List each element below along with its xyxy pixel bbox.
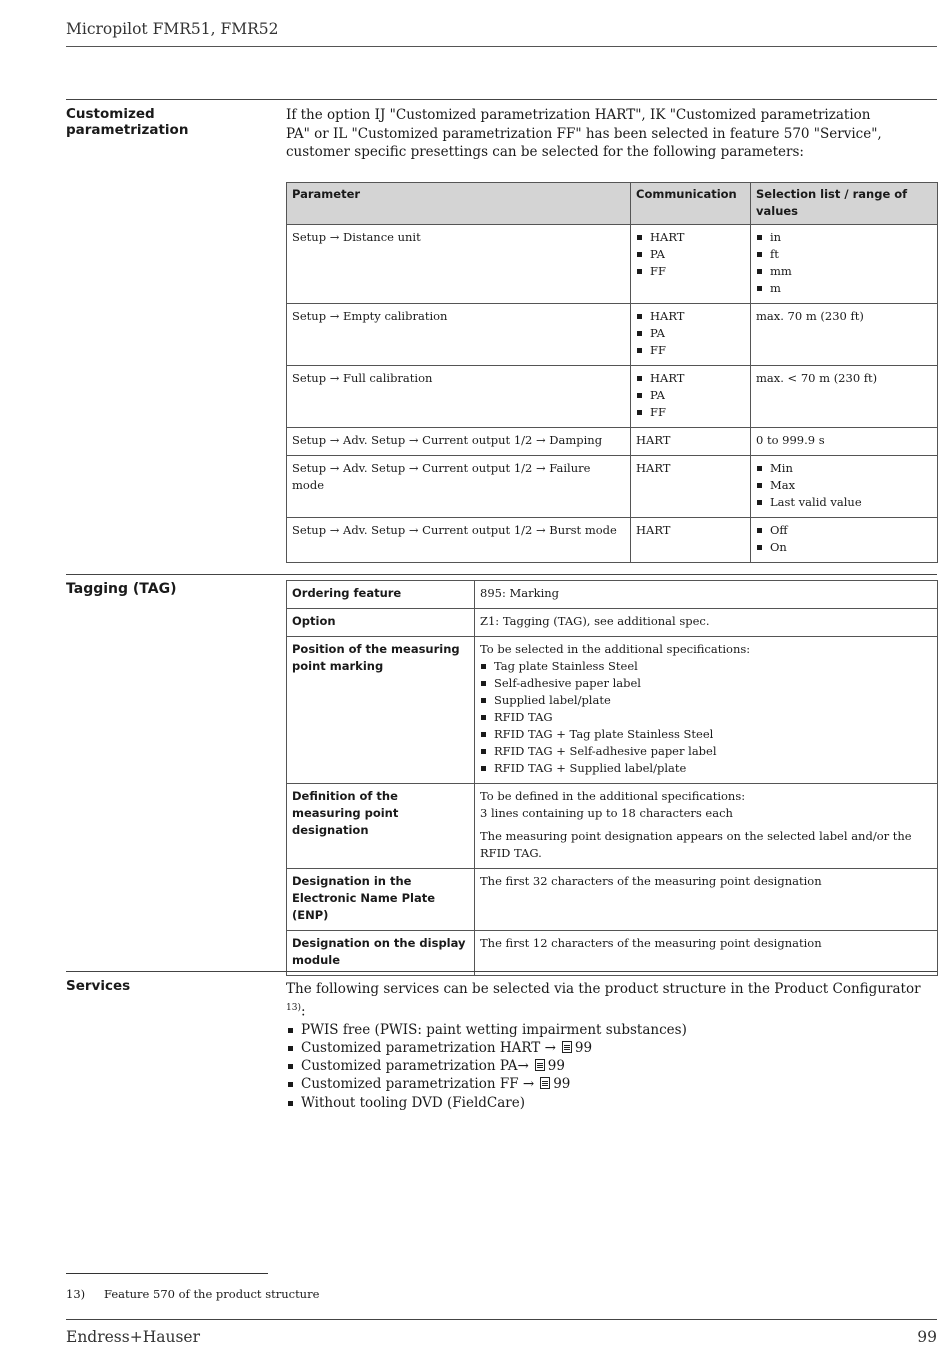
footnote-reference: 13) — [286, 1002, 301, 1013]
value-cell — [475, 784, 938, 869]
list-item — [286, 1057, 937, 1075]
communication-cell: HART — [631, 455, 751, 517]
communication-cell — [631, 365, 751, 427]
list-item: Max — [756, 477, 932, 494]
table-row — [287, 303, 938, 365]
list-item: in — [756, 229, 932, 246]
value-cell — [475, 637, 938, 784]
list-item: Last valid value — [756, 494, 932, 511]
section-label: Customized parametrization — [66, 106, 189, 138]
list-item: FF — [636, 342, 745, 359]
list-item: HART — [636, 370, 745, 387]
list-item — [286, 1094, 937, 1112]
section-body — [286, 106, 937, 563]
values-cell — [751, 224, 938, 303]
item-text: Without tooling DVD (FieldCare) — [301, 1094, 525, 1111]
services-list — [286, 1021, 937, 1112]
table-row — [287, 455, 938, 517]
communication-cell — [631, 303, 751, 365]
list-item: PA — [636, 387, 745, 404]
page-reference[interactable]: 99 — [547, 1058, 565, 1075]
parameter-cell: Setup → Adv. Setup → Current output 1/2 → Failure mode — [287, 455, 631, 517]
list-item: Supplied label/plate — [480, 692, 932, 709]
list-item: RFID TAG + Supplied label/plate — [480, 760, 932, 777]
tagging-table — [286, 580, 938, 976]
page-reference-icon — [535, 1059, 545, 1071]
page-reference[interactable]: 99 — [553, 1076, 571, 1093]
item-text: PWIS free (PWIS: paint wetting impairment substances) — [301, 1021, 687, 1038]
section-body — [286, 580, 937, 976]
list-item: RFID TAG — [480, 709, 932, 726]
section-tagging — [66, 574, 937, 971]
key-cell: Designation on the display module — [287, 931, 475, 976]
list-item: FF — [636, 263, 745, 280]
list-item: ft — [756, 246, 932, 263]
communication-cell: HART — [631, 517, 751, 562]
table-row — [287, 427, 938, 455]
list-item: Off — [756, 522, 932, 539]
list-item: RFID TAG + Self-adhesive paper label — [480, 743, 932, 760]
footnote-number: 13) — [66, 1287, 86, 1301]
values-cell: 0 to 999.9 s — [751, 427, 938, 455]
list-item: Self-adhesive paper label — [480, 675, 932, 692]
section-services — [66, 971, 937, 1112]
table-row — [287, 637, 938, 784]
table-row — [287, 224, 938, 303]
section-label: Services — [66, 978, 131, 994]
table-row — [287, 609, 938, 637]
intro-colon: : — [300, 1003, 306, 1019]
list-item: Tag plate Stainless Steel — [480, 658, 932, 675]
list-item: PA — [636, 325, 745, 342]
page-number: 99 — [917, 1328, 937, 1346]
cell-line: To be defined in the additional specifications: — [480, 789, 746, 803]
section-label: Tagging (TAG) — [66, 581, 177, 597]
page-header — [66, 20, 937, 47]
parameter-cell: Setup → Adv. Setup → Current output 1/2 → Burst mode — [287, 517, 631, 562]
item-text: Customized parametrization PA→ — [301, 1058, 529, 1075]
value-cell: 895: Marking — [475, 581, 938, 609]
table-row — [287, 365, 938, 427]
cell-intro: To be selected in the additional specifications: — [480, 642, 751, 656]
table-row — [287, 517, 938, 562]
table-row — [287, 869, 938, 931]
parameter-cell: Setup → Adv. Setup → Current output 1/2 → Damping — [287, 427, 631, 455]
page-footer — [66, 1319, 937, 1346]
key-cell: Definition of the measuring point designation — [287, 784, 475, 869]
column-header-communication: Communication — [631, 182, 751, 224]
values-cell — [751, 517, 938, 562]
section-customized-parametrization — [66, 99, 937, 574]
list-item: PA — [636, 246, 745, 263]
footnote-divider — [66, 1273, 268, 1274]
list-item: Min — [756, 460, 932, 477]
footnote — [66, 1287, 319, 1301]
values-cell: max. < 70 m (230 ft) — [751, 365, 938, 427]
table-header-row — [287, 182, 938, 224]
list-item: HART — [636, 229, 745, 246]
item-text: Customized parametrization HART → — [301, 1039, 556, 1056]
parameter-cell: Setup → Full calibration — [287, 365, 631, 427]
key-cell: Ordering feature — [287, 581, 475, 609]
values-cell — [751, 455, 938, 517]
cell-paragraph: The measuring point designation appears on the selected label and/or the RFID TAG. — [480, 829, 912, 860]
page-reference[interactable]: 99 — [574, 1039, 593, 1056]
parameter-cell: Setup → Distance unit — [287, 224, 631, 303]
communication-cell: HART — [631, 427, 751, 455]
document-title: Micropilot FMR51, FMR52 — [66, 20, 279, 38]
intro-text: The following services can be selected via the product structure in the Product Configurator — [286, 981, 921, 997]
table-row — [287, 931, 938, 976]
values-cell: max. 70 m (230 ft) — [751, 303, 938, 365]
list-item — [286, 1075, 937, 1093]
value-cell: The first 32 characters of the measuring point designation — [475, 869, 938, 931]
list-item: m — [756, 280, 932, 297]
intro-paragraph: If the option IJ "Customized parametrization HART", IK "Customized parametrization PA" or IL "Customized parametrization FF" has been selected in feature 570 "Service", customer specific presettings can be selected for the following parameters: — [286, 107, 882, 160]
list-item — [286, 1021, 937, 1039]
page-reference-icon — [540, 1077, 550, 1089]
list-item: HART — [636, 308, 745, 325]
column-header-values: Selection list / range of values — [751, 182, 938, 224]
list-item: On — [756, 539, 932, 556]
parameter-table — [286, 182, 938, 563]
key-cell: Position of the measuring point marking — [287, 637, 475, 784]
section-body — [286, 980, 937, 1112]
brand-name: Endress+Hauser — [66, 1328, 200, 1346]
key-cell: Designation in the Electronic Name Plate (ENP) — [287, 869, 475, 931]
list-item — [286, 1039, 937, 1057]
cell-line: 3 lines containing up to 18 characters each — [480, 806, 733, 820]
table-row — [287, 784, 938, 869]
table-row — [287, 581, 938, 609]
page-reference-icon — [562, 1041, 572, 1053]
list-item: FF — [636, 404, 745, 421]
footnote-text: Feature 570 of the product structure — [104, 1287, 320, 1301]
value-cell: Z1: Tagging (TAG), see additional spec. — [475, 609, 938, 637]
intro-paragraph — [286, 980, 937, 1021]
list-item: mm — [756, 263, 932, 280]
communication-cell — [631, 224, 751, 303]
column-header-parameter: Parameter — [287, 182, 631, 224]
list-item: RFID TAG + Tag plate Stainless Steel — [480, 726, 932, 743]
item-text: Customized parametrization FF → — [301, 1076, 535, 1093]
parameter-cell: Setup → Empty calibration — [287, 303, 631, 365]
key-cell: Option — [287, 609, 475, 637]
value-cell: The first 12 characters of the measuring point designation — [475, 931, 938, 976]
